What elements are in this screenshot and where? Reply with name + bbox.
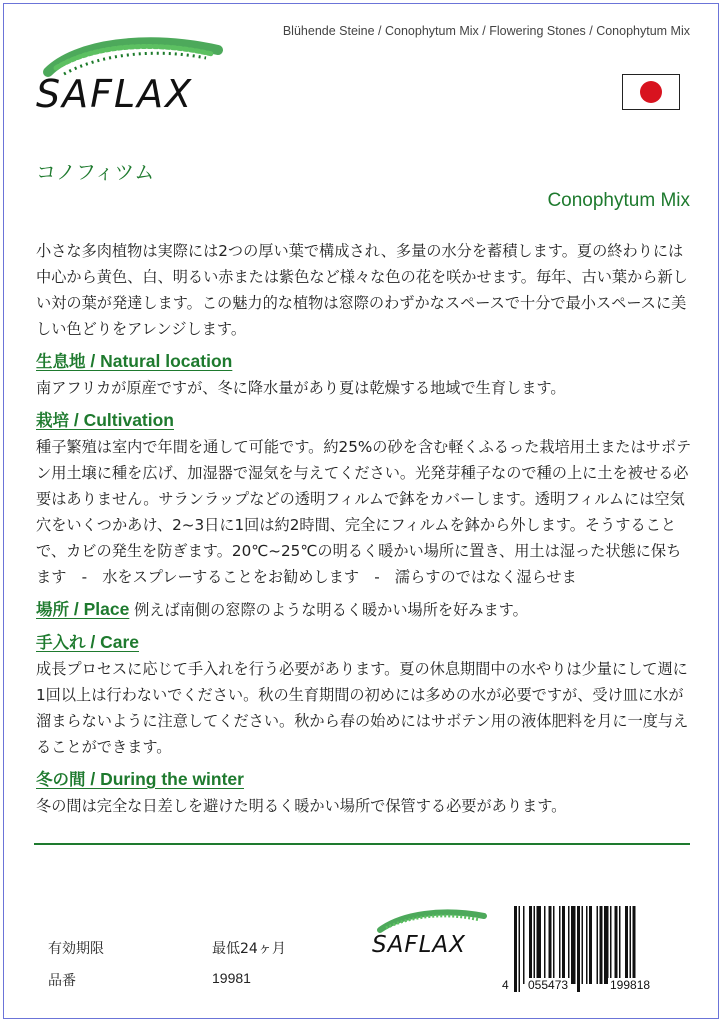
- barcode-group-left: 055473: [528, 978, 569, 992]
- brand-logo: [36, 28, 236, 123]
- section-title-ja: 冬の間: [36, 770, 86, 789]
- description-body: [36, 238, 692, 819]
- title-english: Conophytum Mix: [547, 190, 690, 211]
- section-title-en: / During the winter: [85, 769, 244, 789]
- section-title-en: / Cultivation: [69, 410, 174, 430]
- brand-logo-small: [372, 904, 492, 970]
- item-number-value: 19981: [212, 970, 251, 986]
- section-title-care: [36, 629, 692, 656]
- title-japanese: コノフィツム: [36, 160, 155, 184]
- barcode-group-right: 199818: [610, 978, 651, 992]
- japan-flag-icon: [622, 74, 680, 110]
- section-title-location: [36, 348, 692, 375]
- section-title-ja: 栽培: [36, 411, 69, 430]
- barcode-digit-first: 4: [502, 978, 509, 992]
- intro-paragraph: 小さな多肉植物は実際には2つの厚い葉で構成され、多量の水分を蓄積します。夏の終わりには中心から黄色、白、明るい赤または紫色など様々な色の花を咲かせます。毎年、古い葉から新しい対の葉が発達します。この魅力的な植物は窓際のわずかなスペースで十分で最小スペースに美しい色どりをアレンジします。: [36, 242, 688, 338]
- section-place: [36, 596, 692, 623]
- section-title-ja: 場所: [36, 600, 69, 619]
- expiry-value: 最低24ヶ月: [212, 941, 286, 957]
- brand-logo-text: SAFLAX: [36, 72, 194, 116]
- section-title-ja: 生息地: [36, 352, 86, 371]
- flag-disc: [640, 81, 662, 103]
- expiry-label: 有効期限: [48, 941, 104, 957]
- section-title-place: [36, 599, 129, 619]
- section-title-en: / Place: [69, 599, 130, 619]
- item-number-label: 品番: [48, 973, 76, 989]
- section-title-en: / Care: [85, 632, 139, 652]
- section-text-winter: 冬の間は完全な日差しを避けた明るく暖かい場所で保管する必要があります。: [36, 797, 567, 815]
- section-text-place: 例えば南側の窓際のような明るく暖かい場所を好みます。: [129, 601, 528, 619]
- header-variety-line: Blühende Steine / Conophytum Mix / Flowering Stones / Conophytum Mix: [282, 24, 690, 38]
- section-title-ja: 手入れ: [36, 633, 86, 652]
- barcode: [500, 906, 688, 1006]
- section-text-cultivation: 種子繁殖は室内で年間を通して可能です。約25%の砂を含む軽くふるった栽培用土またはサボテン用土壌に種を広げ、加湿器で湿気を与えてください。光発芽種子なので種の上に土を被せる必要はありません。サランラップなどの透明フィルムで鉢をカバーします。透明フィルムには空気穴をいくつかあけ、2~3日に1回は約2時間、完全にフィルムを鉢から外します。そうすることで、カビの発生を防ぎます。20℃~25℃の明るく暖かい場所に置き、用土は湿った状態に保ちます - 水をスプレーすることをお勧めします - 濡らすのではなく湿らせま: [36, 438, 692, 586]
- section-title-cultivation: [36, 407, 692, 434]
- brand-logo-small-text: SAFLAX: [372, 932, 466, 958]
- section-title-en: / Natural location: [85, 351, 233, 371]
- section-title-winter: [36, 766, 692, 793]
- section-text-location: 南アフリカが原産ですが、冬に降水量があり夏は乾燥する地域で生育します。: [36, 379, 566, 397]
- section-text-care: 成長プロセスに応じて手入れを行う必要があります。夏の休息期間中の水やりは少量にして週に1回以上は行わないでください。秋の生育期間の初めには多めの水が必要ですが、受け皿に水が溜まらないように注意してください。秋から春の始めにはサボテン用の液体肥料を月に一度与えることができます。: [36, 660, 689, 756]
- footer-divider: [34, 843, 690, 845]
